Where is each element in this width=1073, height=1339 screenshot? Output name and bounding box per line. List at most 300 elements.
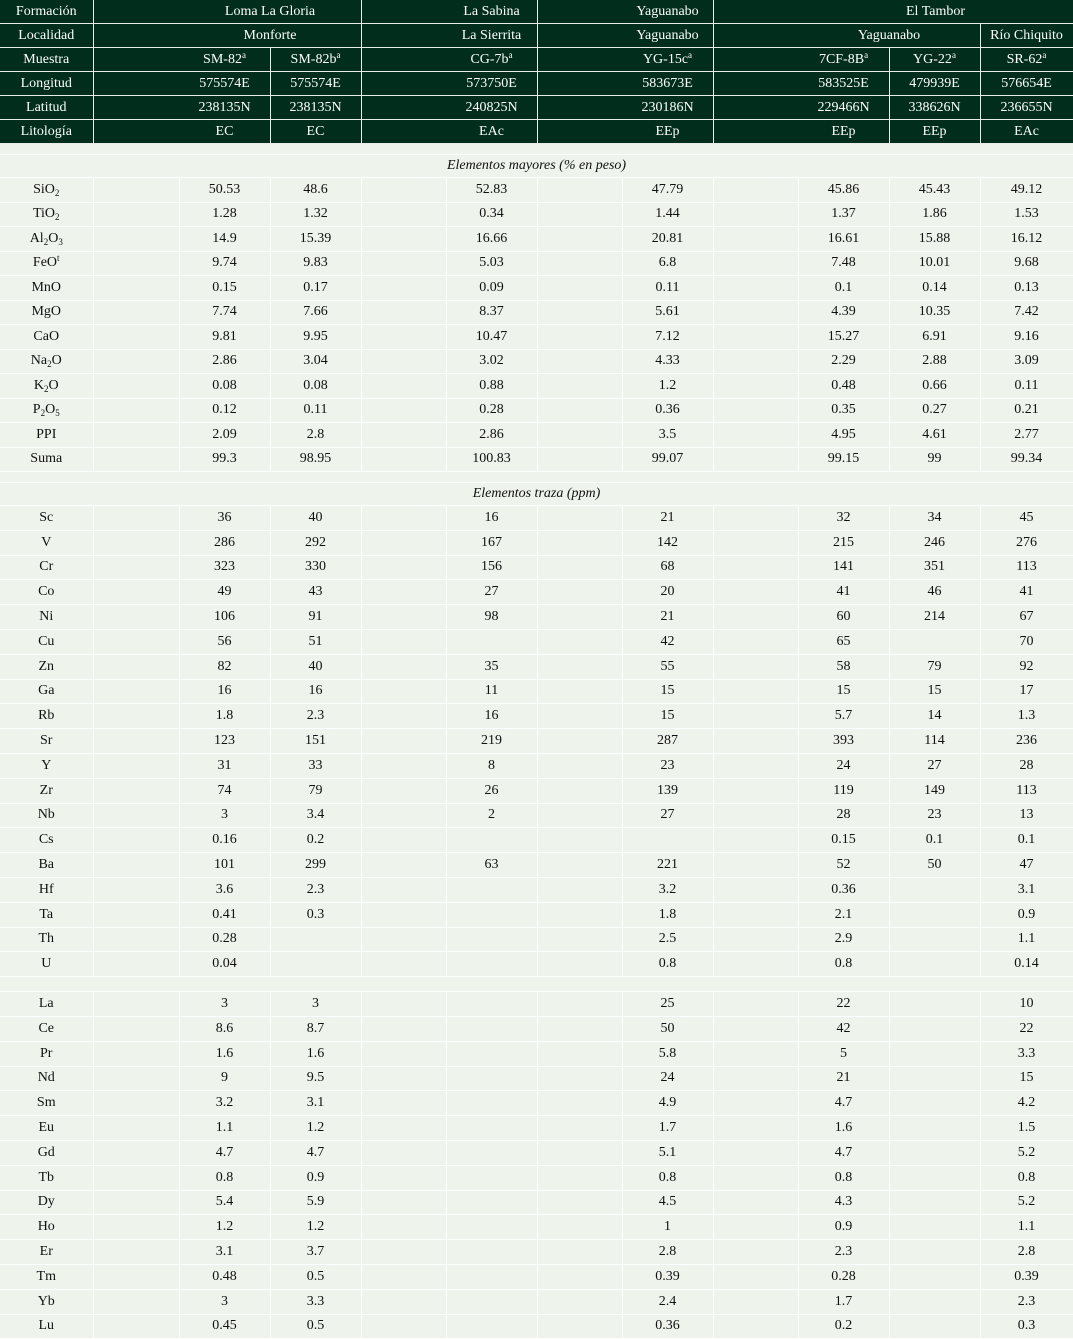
value-cell: 16 bbox=[270, 679, 361, 704]
table-row bbox=[0, 952, 1073, 977]
value-cell: 2.88 bbox=[889, 349, 980, 374]
value-cell: 0.3 bbox=[270, 902, 361, 927]
value-cell: 99.3 bbox=[179, 447, 270, 472]
element-label: Tb bbox=[0, 1165, 93, 1190]
value-cell: 1.28 bbox=[179, 202, 270, 227]
value-cell: 63 bbox=[446, 853, 537, 878]
value-cell: 0.36 bbox=[798, 877, 889, 902]
value-cell: 11 bbox=[446, 679, 537, 704]
value-cell: 0.14 bbox=[980, 952, 1073, 977]
value-cell: 276 bbox=[980, 530, 1073, 555]
table-row bbox=[0, 580, 1073, 605]
value-cell: 13 bbox=[980, 803, 1073, 828]
value-cell: 113 bbox=[980, 555, 1073, 580]
table-row bbox=[0, 506, 1073, 531]
value-cell: 25 bbox=[622, 992, 713, 1017]
value-cell: 28 bbox=[798, 803, 889, 828]
value-cell: 50 bbox=[622, 1016, 713, 1041]
element-label: $Na_2O$ bbox=[0, 349, 93, 374]
table-row bbox=[0, 1016, 1073, 1041]
value-cell: 14 bbox=[889, 704, 980, 729]
value-cell bbox=[270, 952, 361, 977]
value-cell bbox=[446, 902, 537, 927]
value-cell: 23 bbox=[889, 803, 980, 828]
value-cell: 15 bbox=[798, 679, 889, 704]
element-label: TiO$_2$ bbox=[0, 202, 93, 227]
table-row bbox=[0, 300, 1073, 325]
latitude-value: 229466N bbox=[798, 96, 889, 120]
value-cell: 15 bbox=[980, 1066, 1073, 1091]
row-label: Localidad bbox=[0, 24, 93, 48]
locality-name: Río Chiquito bbox=[980, 24, 1073, 48]
value-cell: 52.83 bbox=[446, 178, 537, 203]
value-cell: 50 bbox=[889, 853, 980, 878]
value-cell: 292 bbox=[270, 530, 361, 555]
longitude-value: 583525E bbox=[798, 72, 889, 96]
value-cell: 45.43 bbox=[889, 178, 980, 203]
header-row-muestra bbox=[0, 48, 1073, 72]
value-cell: 5.61 bbox=[622, 300, 713, 325]
longitude-value: 576654E bbox=[980, 72, 1073, 96]
value-cell: 36 bbox=[179, 506, 270, 531]
value-cell: 41 bbox=[980, 580, 1073, 605]
value-cell: 3.1 bbox=[980, 877, 1073, 902]
value-cell: 9.95 bbox=[270, 325, 361, 350]
table-row bbox=[0, 654, 1073, 679]
value-cell: 7.74 bbox=[179, 300, 270, 325]
value-cell: 1.6 bbox=[179, 1041, 270, 1066]
table-row bbox=[0, 1314, 1073, 1339]
value-cell: 1.6 bbox=[798, 1116, 889, 1141]
value-cell: 1 bbox=[622, 1215, 713, 1240]
value-cell: 0.15 bbox=[179, 276, 270, 301]
value-cell: 15 bbox=[622, 679, 713, 704]
value-cell: 123 bbox=[179, 729, 270, 754]
table-row bbox=[0, 629, 1073, 654]
value-cell: 1.53 bbox=[980, 202, 1073, 227]
value-cell: 0.39 bbox=[980, 1264, 1073, 1289]
element-label: Th bbox=[0, 927, 93, 952]
value-cell bbox=[446, 1314, 537, 1339]
value-cell: 56 bbox=[179, 629, 270, 654]
value-cell: 3.4 bbox=[270, 803, 361, 828]
value-cell bbox=[270, 927, 361, 952]
value-cell: 1.2 bbox=[270, 1215, 361, 1240]
value-cell bbox=[889, 1165, 980, 1190]
value-cell: 0.8 bbox=[980, 1165, 1073, 1190]
value-cell: 7.12 bbox=[622, 325, 713, 350]
value-cell: 0.17 bbox=[270, 276, 361, 301]
section-title-major: Elementos mayores (% en peso) bbox=[0, 155, 1073, 178]
value-cell: 393 bbox=[798, 729, 889, 754]
value-cell: 8.37 bbox=[446, 300, 537, 325]
section-title-row bbox=[0, 483, 1073, 506]
value-cell: 4.39 bbox=[798, 300, 889, 325]
value-cell bbox=[889, 629, 980, 654]
lithology-value: EC bbox=[179, 120, 270, 144]
value-cell: 10.01 bbox=[889, 251, 980, 276]
value-cell: 0.9 bbox=[798, 1215, 889, 1240]
element-label: Nd bbox=[0, 1066, 93, 1091]
value-cell: 6.91 bbox=[889, 325, 980, 350]
formation-name: Yaguanabo bbox=[622, 0, 713, 24]
locality-name: La Sierrita bbox=[446, 24, 537, 48]
element-label: $K_2O$ bbox=[0, 374, 93, 399]
row-label: Formación bbox=[0, 0, 93, 24]
sample-id: $YG-15c^a$ bbox=[622, 48, 713, 72]
value-cell: 1.7 bbox=[798, 1289, 889, 1314]
value-cell: 15.88 bbox=[889, 227, 980, 252]
value-cell: 106 bbox=[179, 605, 270, 630]
formation-name: La Sabina bbox=[446, 0, 537, 24]
table-row bbox=[0, 530, 1073, 555]
header-row-localidad bbox=[0, 24, 1073, 48]
table-row bbox=[0, 902, 1073, 927]
lithology-value: EEp bbox=[622, 120, 713, 144]
element-label: Ni bbox=[0, 605, 93, 630]
table-row bbox=[0, 729, 1073, 754]
value-cell: 1.8 bbox=[179, 704, 270, 729]
value-cell: 3.6 bbox=[179, 877, 270, 902]
value-cell: 1.1 bbox=[980, 1215, 1073, 1240]
row-label: Litología bbox=[0, 120, 93, 144]
value-cell: 0.11 bbox=[622, 276, 713, 301]
table-row bbox=[0, 1140, 1073, 1165]
value-cell: 323 bbox=[179, 555, 270, 580]
value-cell: 22 bbox=[798, 992, 889, 1017]
value-cell: 21 bbox=[798, 1066, 889, 1091]
value-cell: 2.8 bbox=[980, 1240, 1073, 1265]
value-cell: 15 bbox=[889, 679, 980, 704]
value-cell: 7.48 bbox=[798, 251, 889, 276]
value-cell: 32 bbox=[798, 506, 889, 531]
table-row bbox=[0, 992, 1073, 1017]
value-cell: 99.15 bbox=[798, 447, 889, 472]
value-cell: 7.42 bbox=[980, 300, 1073, 325]
value-cell: 47.79 bbox=[622, 178, 713, 203]
value-cell: 3 bbox=[179, 1289, 270, 1314]
element-label: Suma bbox=[0, 447, 93, 472]
element-label: Sm bbox=[0, 1091, 93, 1116]
value-cell bbox=[889, 902, 980, 927]
element-label: CaO bbox=[0, 325, 93, 350]
value-cell: 2.77 bbox=[980, 423, 1073, 448]
element-label: Lu bbox=[0, 1314, 93, 1339]
value-cell: 51 bbox=[270, 629, 361, 654]
table-row bbox=[0, 423, 1073, 448]
value-cell: 68 bbox=[622, 555, 713, 580]
value-cell: 0.8 bbox=[622, 1165, 713, 1190]
row-label: Latitud bbox=[0, 96, 93, 120]
value-cell: 167 bbox=[446, 530, 537, 555]
value-cell: 214 bbox=[889, 605, 980, 630]
value-cell: 27 bbox=[889, 753, 980, 778]
value-cell: 43 bbox=[270, 580, 361, 605]
value-cell: 1.1 bbox=[179, 1116, 270, 1141]
value-cell: 2.5 bbox=[622, 927, 713, 952]
element-label: Cr bbox=[0, 555, 93, 580]
element-label: Dy bbox=[0, 1190, 93, 1215]
value-cell: 4.7 bbox=[798, 1140, 889, 1165]
value-cell: 14.9 bbox=[179, 227, 270, 252]
table-row bbox=[0, 1289, 1073, 1314]
element-label: Cs bbox=[0, 828, 93, 853]
value-cell: 2.9 bbox=[798, 927, 889, 952]
value-cell: 3 bbox=[179, 803, 270, 828]
value-cell: 2.3 bbox=[270, 877, 361, 902]
lithology-value: EC bbox=[270, 120, 361, 144]
table-row bbox=[0, 555, 1073, 580]
value-cell: 10.47 bbox=[446, 325, 537, 350]
spacer-row bbox=[0, 472, 1073, 483]
table-row bbox=[0, 447, 1073, 472]
value-cell: 0.14 bbox=[889, 276, 980, 301]
value-cell: 3 bbox=[270, 992, 361, 1017]
value-cell: 1.2 bbox=[179, 1215, 270, 1240]
value-cell bbox=[889, 1264, 980, 1289]
value-cell: 9.68 bbox=[980, 251, 1073, 276]
value-cell: 2.3 bbox=[980, 1289, 1073, 1314]
value-cell: 0.12 bbox=[179, 398, 270, 423]
value-cell: 42 bbox=[798, 1016, 889, 1041]
lithology-value: EAc bbox=[446, 120, 537, 144]
value-cell: 10 bbox=[980, 992, 1073, 1017]
value-cell: 10.35 bbox=[889, 300, 980, 325]
value-cell: 60 bbox=[798, 605, 889, 630]
element-label: SiO$_2$ bbox=[0, 178, 93, 203]
value-cell: 2.86 bbox=[446, 423, 537, 448]
value-cell: 0.34 bbox=[446, 202, 537, 227]
element-label: Nb bbox=[0, 803, 93, 828]
element-label: V bbox=[0, 530, 93, 555]
table-row bbox=[0, 1116, 1073, 1141]
element-label: $Al_2O_3$ bbox=[0, 227, 93, 252]
value-cell: 5.8 bbox=[622, 1041, 713, 1066]
value-cell: 3.09 bbox=[980, 349, 1073, 374]
lithology-value: EEp bbox=[798, 120, 889, 144]
value-cell: 2.86 bbox=[179, 349, 270, 374]
value-cell: 351 bbox=[889, 555, 980, 580]
formation-name: El Tambor bbox=[798, 0, 1073, 24]
value-cell: 0.1 bbox=[980, 828, 1073, 853]
value-cell: 0.8 bbox=[179, 1165, 270, 1190]
table-row bbox=[0, 853, 1073, 878]
value-cell: 35 bbox=[446, 654, 537, 679]
longitude-value: 573750E bbox=[446, 72, 537, 96]
value-cell: 139 bbox=[622, 778, 713, 803]
value-cell bbox=[889, 1314, 980, 1339]
value-cell: 0.9 bbox=[270, 1165, 361, 1190]
value-cell: 65 bbox=[798, 629, 889, 654]
value-cell: 79 bbox=[270, 778, 361, 803]
value-cell: 5.4 bbox=[179, 1190, 270, 1215]
value-cell bbox=[889, 1215, 980, 1240]
value-cell: 2.4 bbox=[622, 1289, 713, 1314]
value-cell: 3.7 bbox=[270, 1240, 361, 1265]
sample-id: SM-82$^a$ bbox=[179, 48, 270, 72]
value-cell: 3.2 bbox=[622, 877, 713, 902]
value-cell bbox=[446, 1289, 537, 1314]
value-cell: 4.5 bbox=[622, 1190, 713, 1215]
value-cell: 0.1 bbox=[798, 276, 889, 301]
element-label: Pr bbox=[0, 1041, 93, 1066]
element-label: Tm bbox=[0, 1264, 93, 1289]
value-cell: 5 bbox=[798, 1041, 889, 1066]
value-cell: 5.7 bbox=[798, 704, 889, 729]
value-cell: 98 bbox=[446, 605, 537, 630]
value-cell: 0.15 bbox=[798, 828, 889, 853]
value-cell: 141 bbox=[798, 555, 889, 580]
value-cell: 5.03 bbox=[446, 251, 537, 276]
value-cell bbox=[446, 629, 537, 654]
value-cell: 21 bbox=[622, 506, 713, 531]
value-cell bbox=[889, 1140, 980, 1165]
value-cell: 0.28 bbox=[179, 927, 270, 952]
value-cell: 1.2 bbox=[622, 374, 713, 399]
value-cell: 0.41 bbox=[179, 902, 270, 927]
table-row bbox=[0, 325, 1073, 350]
latitude-value: 238135N bbox=[270, 96, 361, 120]
value-cell: 0.48 bbox=[798, 374, 889, 399]
element-label: Cu bbox=[0, 629, 93, 654]
value-cell: 156 bbox=[446, 555, 537, 580]
element-label: MgO bbox=[0, 300, 93, 325]
value-cell: 4.7 bbox=[179, 1140, 270, 1165]
value-cell: 49.12 bbox=[980, 178, 1073, 203]
latitude-value: 236655N bbox=[980, 96, 1073, 120]
value-cell: 82 bbox=[179, 654, 270, 679]
value-cell: 20.81 bbox=[622, 227, 713, 252]
value-cell: 41 bbox=[798, 580, 889, 605]
value-cell bbox=[446, 1066, 537, 1091]
value-cell: 15.39 bbox=[270, 227, 361, 252]
value-cell: 0.45 bbox=[179, 1314, 270, 1339]
value-cell: 330 bbox=[270, 555, 361, 580]
value-cell: 40 bbox=[270, 506, 361, 531]
value-cell bbox=[889, 1240, 980, 1265]
value-cell: 33 bbox=[270, 753, 361, 778]
value-cell: 91 bbox=[270, 605, 361, 630]
value-cell: 0.2 bbox=[270, 828, 361, 853]
value-cell bbox=[446, 1240, 537, 1265]
element-label: Sr bbox=[0, 729, 93, 754]
value-cell: 221 bbox=[622, 853, 713, 878]
value-cell: 0.27 bbox=[889, 398, 980, 423]
value-cell bbox=[446, 1116, 537, 1141]
element-label: Eu bbox=[0, 1116, 93, 1141]
value-cell: 58 bbox=[798, 654, 889, 679]
value-cell bbox=[446, 1041, 537, 1066]
value-cell: 1.37 bbox=[798, 202, 889, 227]
value-cell: 0.11 bbox=[980, 374, 1073, 399]
sample-id: YG-22$^a$ bbox=[889, 48, 980, 72]
table-header bbox=[0, 0, 1073, 144]
value-cell: 4.7 bbox=[270, 1140, 361, 1165]
value-cell: 9.83 bbox=[270, 251, 361, 276]
value-cell: 287 bbox=[622, 729, 713, 754]
table-row bbox=[0, 1240, 1073, 1265]
table-row bbox=[0, 877, 1073, 902]
value-cell: 15.27 bbox=[798, 325, 889, 350]
table-row bbox=[0, 374, 1073, 399]
value-cell bbox=[889, 1091, 980, 1116]
table-row bbox=[0, 1066, 1073, 1091]
sample-id: SR-62$^a$ bbox=[980, 48, 1073, 72]
value-cell: 24 bbox=[622, 1066, 713, 1091]
value-cell: 20 bbox=[622, 580, 713, 605]
value-cell: 0.88 bbox=[446, 374, 537, 399]
element-label: Ta bbox=[0, 902, 93, 927]
value-cell: 0.5 bbox=[270, 1264, 361, 1289]
value-cell: 151 bbox=[270, 729, 361, 754]
value-cell: 4.33 bbox=[622, 349, 713, 374]
locality-name: Monforte bbox=[179, 24, 361, 48]
table-row bbox=[0, 778, 1073, 803]
formation-name: Loma La Gloria bbox=[179, 0, 361, 24]
value-cell: 21 bbox=[622, 605, 713, 630]
value-cell: 9.81 bbox=[179, 325, 270, 350]
value-cell: 119 bbox=[798, 778, 889, 803]
value-cell: 6.8 bbox=[622, 251, 713, 276]
value-cell: 16 bbox=[446, 704, 537, 729]
element-label: MnO bbox=[0, 276, 93, 301]
value-cell: 99 bbox=[889, 447, 980, 472]
value-cell: 16.12 bbox=[980, 227, 1073, 252]
longitude-value: 575574E bbox=[179, 72, 270, 96]
table-row bbox=[0, 828, 1073, 853]
table-row bbox=[0, 1215, 1073, 1240]
value-cell bbox=[889, 1041, 980, 1066]
latitude-value: 230186N bbox=[622, 96, 713, 120]
value-cell: 215 bbox=[798, 530, 889, 555]
lithology-value: EEp bbox=[889, 120, 980, 144]
value-cell bbox=[889, 1066, 980, 1091]
element-label: Sc bbox=[0, 506, 93, 531]
value-cell: 113 bbox=[980, 778, 1073, 803]
value-cell: 5.1 bbox=[622, 1140, 713, 1165]
header-row-litologia bbox=[0, 120, 1073, 144]
element-label: Yb bbox=[0, 1289, 93, 1314]
value-cell: 2 bbox=[446, 803, 537, 828]
value-cell: 9.16 bbox=[980, 325, 1073, 350]
value-cell: 34 bbox=[889, 506, 980, 531]
value-cell: 5.2 bbox=[980, 1190, 1073, 1215]
value-cell bbox=[889, 1116, 980, 1141]
value-cell: 31 bbox=[179, 753, 270, 778]
element-label: Y bbox=[0, 753, 93, 778]
value-cell: 9.74 bbox=[179, 251, 270, 276]
value-cell: 0.36 bbox=[622, 398, 713, 423]
value-cell: 1.7 bbox=[622, 1116, 713, 1141]
value-cell: 0.2 bbox=[798, 1314, 889, 1339]
value-cell: 8 bbox=[446, 753, 537, 778]
value-cell: 0.39 bbox=[622, 1264, 713, 1289]
value-cell bbox=[446, 992, 537, 1017]
value-cell: 0.66 bbox=[889, 374, 980, 399]
element-label: Gd bbox=[0, 1140, 93, 1165]
value-cell: 1.3 bbox=[980, 704, 1073, 729]
value-cell: 5.9 bbox=[270, 1190, 361, 1215]
value-cell: 9.5 bbox=[270, 1066, 361, 1091]
latitude-value: 238135N bbox=[179, 96, 270, 120]
value-cell: 16 bbox=[446, 506, 537, 531]
value-cell: 4.95 bbox=[798, 423, 889, 448]
value-cell: 142 bbox=[622, 530, 713, 555]
value-cell bbox=[889, 877, 980, 902]
element-label: Ba bbox=[0, 853, 93, 878]
value-cell: 26 bbox=[446, 778, 537, 803]
value-cell: 42 bbox=[622, 629, 713, 654]
